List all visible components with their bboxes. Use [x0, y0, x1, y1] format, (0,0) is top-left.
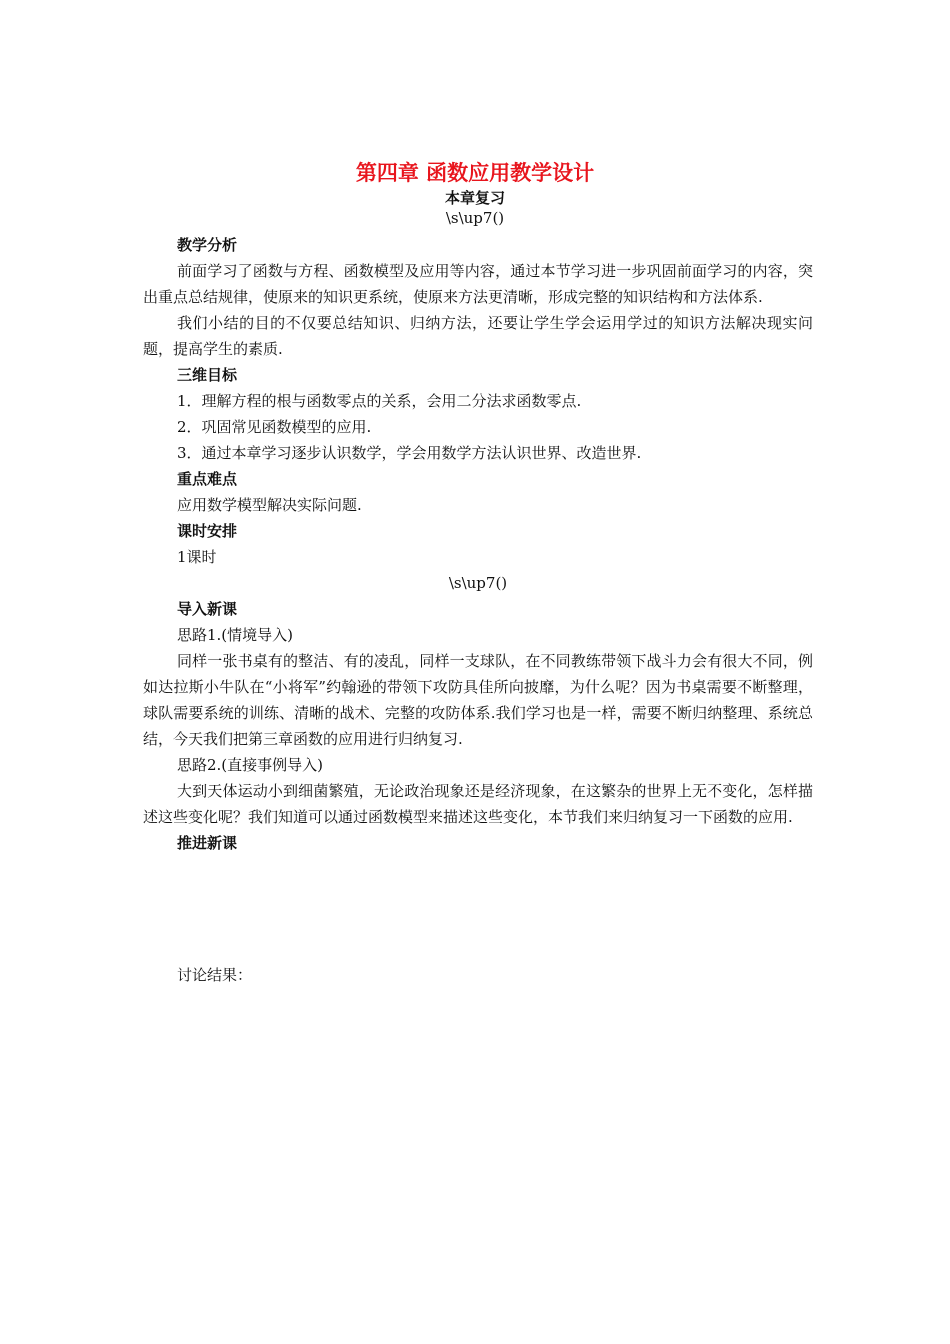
goal-item-3: 3．通过本章学习逐步认识数学，学会用数学方法认识世界、改造世界. — [177, 444, 642, 462]
advance-heading: 推进新课 — [177, 834, 238, 852]
intro-idea-1-text: 同样一张书桌有的整洁、有的凌乱，同样一支球队，在不同教练带领下战斗力会有很大不同，例如达拉斯小牛队在“小将军”约翰逊的带领下攻防具佳所向披靡，为什么呢？因为书桌需要不断整理，球队需要系统的训练、清晰的战术、完整的攻防体系.我们学习也是一样，需要不断归纳整理、系统总结，今天我们把第三章函数的应用进行归纳复习. — [143, 652, 813, 748]
schedule-heading: 课时安排 — [177, 522, 238, 540]
document-body — [143, 232, 813, 856]
goal-item-1: 1．理解方程的根与函数零点的关系，会用二分法求函数零点. — [177, 392, 582, 410]
analysis-paragraph-2: 我们小结的目的不仅要总结知识、归纳方法，还要让学生学会运用学过的知识方法解决现实问题，提高学生的素质. — [143, 314, 813, 358]
document-title: 第四章 函数应用教学设计 — [355, 161, 595, 185]
key-points-text: 应用数学模型解决实际问题. — [177, 496, 362, 514]
field-code-2: \s\up7() — [448, 574, 508, 592]
intro-idea-2-text: 大到天体运动小到细菌繁殖，无论政治现象还是经济现象，在这繁杂的世界上无不变化，怎样描述这些变化呢？我们知道可以通过函数模型来描述这些变化，本节我们来归纳复习一下函数的应用. — [143, 782, 813, 826]
intro-idea-2-label: 思路2.(直接事例导入) — [177, 756, 324, 774]
schedule-text: 1课时 — [177, 548, 217, 566]
analysis-heading: 教学分析 — [177, 236, 238, 254]
goals-heading: 三维目标 — [177, 366, 238, 384]
intro-heading: 导入新课 — [177, 600, 238, 618]
discussion-label: 讨论结果： — [177, 966, 253, 984]
document-subtitle: 本章复习 — [444, 189, 505, 207]
field-code-1: \s\up7() — [445, 209, 505, 227]
analysis-paragraph-1: 前面学习了函数与方程、函数模型及应用等内容，通过本节学习进一步巩固前面学习的内容，突出重点总结规律，使原来的知识更系统，使原来方法更清晰，形成完整的知识结构和方法体系. — [143, 262, 813, 306]
key-points-heading: 重点难点 — [177, 470, 238, 488]
intro-idea-1-label: 思路1.(情境导入) — [177, 626, 294, 644]
goal-item-2: 2．巩固常见函数模型的应用. — [177, 418, 372, 436]
